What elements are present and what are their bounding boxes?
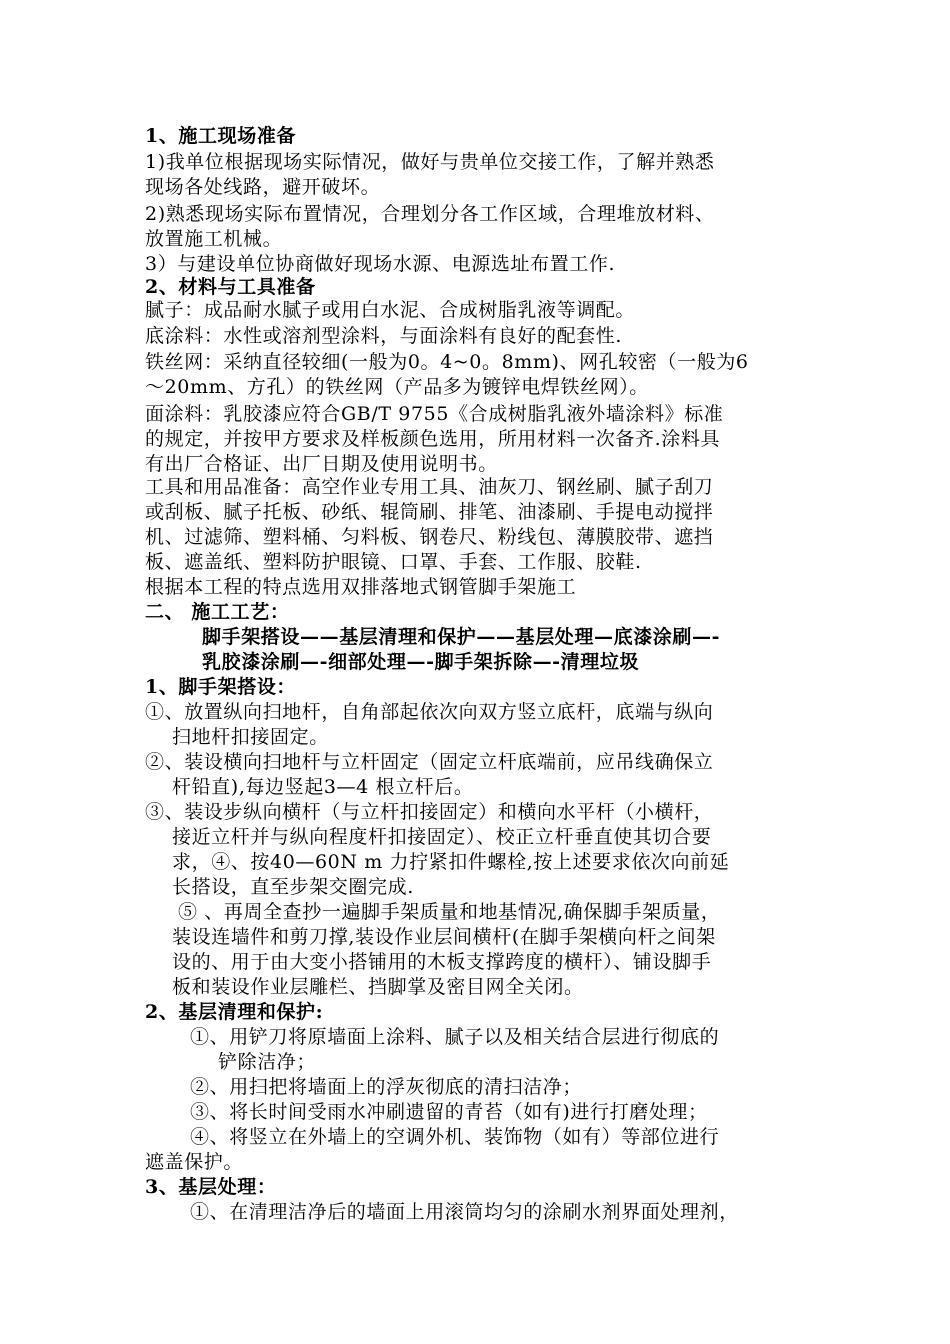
text-line: 工具和用品准备：高空作业专用工具、油灰刀、钢丝刷、腻子刮刀 (145, 476, 714, 498)
text-line: ③、将长时间受雨水冲刷遗留的青苔（如有)进行打磨处理； (190, 1101, 708, 1123)
text-line: 2)熟悉现场实际布置情况，合理划分各工作区域，合理堆放材料、 (145, 203, 715, 225)
text-line: 面涂料：乳胶漆应符合GB/T 9755《合成树脂乳液外墙涂料》标准 (145, 403, 724, 425)
text-line: 现场各处线路，避开破坏。 (145, 176, 381, 198)
text-line: 底涂料：水性或溶剂型涂料，与面涂料有良好的配套性. (145, 325, 623, 347)
text-line: ④、将竖立在外墙上的空调外机、装饰物（如有）等部位进行 (190, 1126, 720, 1148)
text-line: ②、装设横向扫地杆与立杆固定（固定立杆底端前，应吊线确保立 (145, 751, 714, 773)
text-line: ①、用铲刀将原墙面上涂料、腻子以及相关结合层进行彻底的 (190, 1026, 720, 1048)
heading-base-treatment: 3、基层处理： (145, 1176, 277, 1198)
heading-construction-process: 二、 施工工艺： (145, 601, 290, 623)
text-line: 扫地杆扣接固定。 (172, 726, 329, 748)
text-line: 求，④、按40—60N m 力拧紧扣件螺栓,按上述要求依次向前延 (172, 851, 730, 873)
process-flow-line: 乳胶漆涂刷—-细部处理—-脚手架拆除—-清理垃圾 (202, 651, 640, 673)
text-line: 或刮板、腻子托板、砂纸、辊筒刷、排笔、油漆刷、手提电动搅拌 (145, 501, 714, 523)
text-line: ～20mm、方孔）的铁丝网（产品多为镀锌电焊铁丝网）。 (145, 376, 649, 398)
text-line: 机、过滤筛、塑料桶、匀料板、钢卷尺、粉线包、薄膜胶带、遮挡 (145, 526, 714, 548)
text-line: ①、在清理洁净后的墙面上用滚筒均匀的涂刷水剂界面处理剂， (190, 1201, 739, 1223)
text-line: 有出厂合格证、出厂日期及使用说明书。 (145, 453, 498, 475)
text-line: ②、用扫把将墙面上的浮灰彻底的清扫洁净； (190, 1076, 583, 1098)
heading-materials-tools: 2、材料与工具准备 (145, 276, 316, 298)
text-line: 的规定，并按甲方要求及样板颜色选用，所用材料一次备齐.涂料具 (145, 428, 721, 450)
text-line: 板、遮盖纸、塑料防护眼镜、口罩、手套、工作服、胶鞋. (145, 551, 642, 573)
text-line: 腻子：成品耐水腻子或用白水泥、合成树脂乳液等调配。 (145, 299, 636, 321)
text-line: 铲除洁净； (218, 1051, 317, 1073)
text-line: 3）与建设单位协商做好现场水源、电源选址布置工作. (145, 253, 616, 275)
heading-site-preparation: 1、施工现场准备 (145, 125, 297, 147)
text-line: 铁丝网：采纳直径较细(一般为0。4~0。8mm)、网孔较密（一般为6 (145, 351, 749, 373)
text-line: ③、装设步纵向横杆（与立杆扣接固定）和横向水平杆（小横杆， (145, 801, 714, 823)
text-line: 1)我单位根据现场实际情况，做好与贵单位交接工作，了解并熟悉 (145, 151, 715, 173)
text-line: 遮盖保护。 (145, 1151, 244, 1173)
process-flow-line: 脚手架搭设——基层清理和保护——基层处理—底漆涂刷—- (202, 626, 721, 648)
text-line: 杆铅直),每边竖起3—4 根立杆后。 (172, 776, 474, 798)
text-line: 设的、用于由大变小搭铺用的木板支撑跨度的横杆）、铺设脚手 (172, 951, 712, 973)
text-line: ⑤ 、再周全查抄一遍脚手架质量和地基情况,确保脚手架质量， (178, 901, 721, 923)
heading-base-cleaning: 2、基层清理和保护: (145, 1001, 324, 1023)
text-line: 放置施工机械。 (145, 228, 283, 250)
text-line: 板和装设作业层雕栏、挡脚掌及密目网全关闭。 (172, 976, 584, 998)
text-line: 长搭设，直至步架交圈完成. (172, 876, 414, 898)
text-line: ①、放置纵向扫地杆，自角部起依次向双方竖立底杆，底端与纵向 (145, 701, 714, 723)
text-line: 接近立杆并与纵向程度杆扣接固定）、校正立杆垂直使其切合要 (172, 826, 712, 848)
text-line: 根据本工程的特点选用双排落地式钢管脚手架施工 (145, 576, 577, 598)
text-line: 装设连墙件和剪刀撑,装设作业层间横杆(在脚手架横向杆之间架 (172, 926, 716, 948)
heading-scaffold-erection: 1、脚手架搭设： (145, 676, 297, 698)
